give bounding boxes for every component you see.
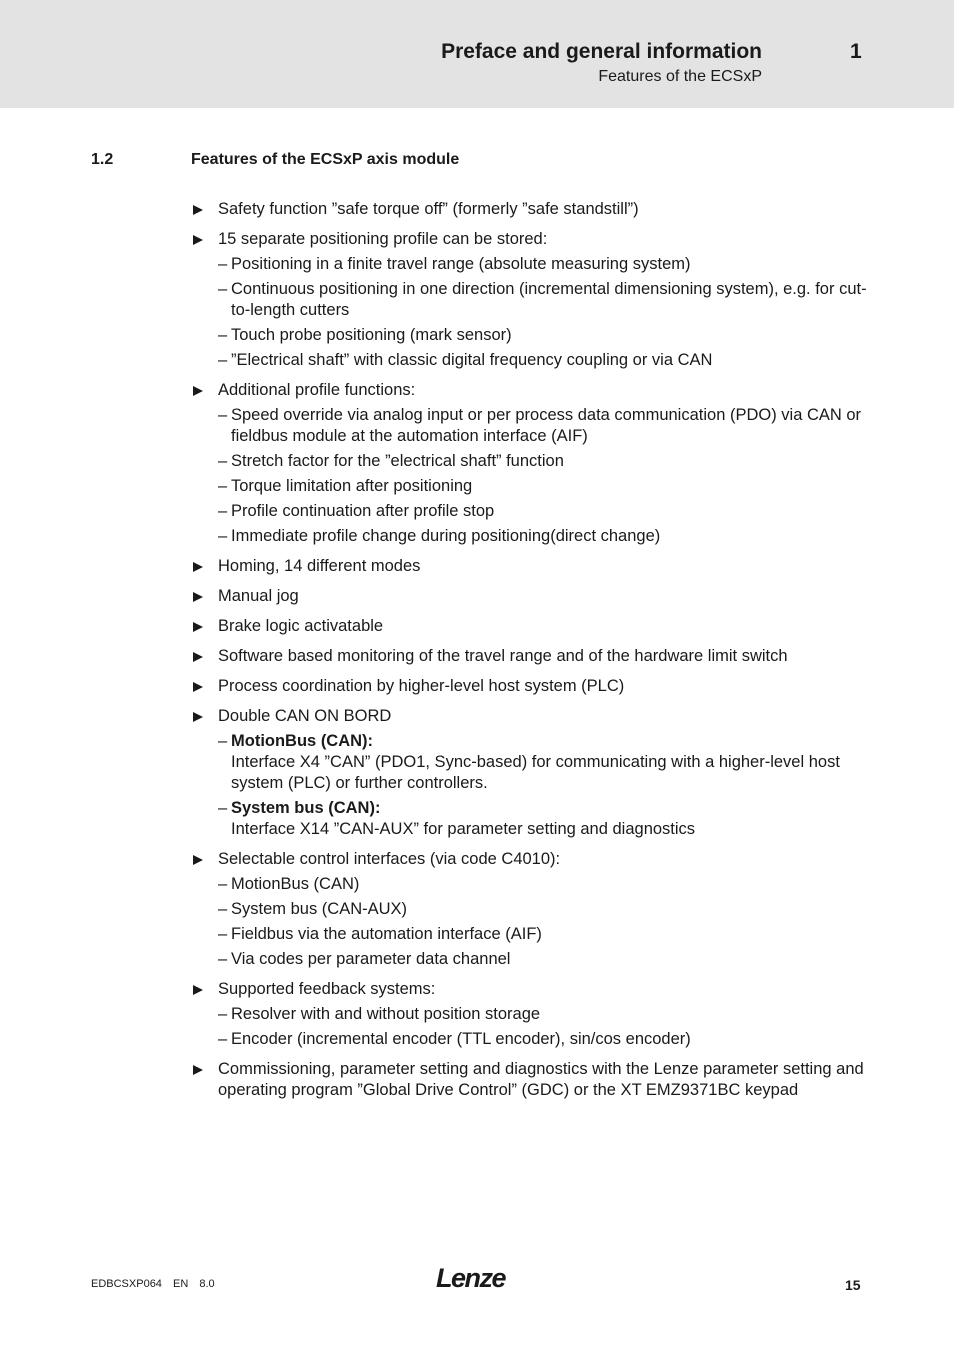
- sub-item-text: Interface X14 ”CAN-AUX” for parameter setting and diagnostics: [231, 820, 696, 838]
- bullet-text: Safety function ”safe torque off” (formerly ”safe standstill”): [218, 200, 639, 218]
- sub-item-text: Fieldbus via the automation interface (AIF): [231, 925, 542, 943]
- sub-item-text: System bus (CAN-AUX): [231, 900, 408, 918]
- sub-item-text: ”Electrical shaft” with classic digital frequency coupling or via CAN: [231, 351, 713, 369]
- dash-marker: –: [218, 1030, 228, 1048]
- sub-item-text: Resolver with and without position storage: [231, 1005, 541, 1023]
- triangle-bullet-icon: [193, 682, 203, 692]
- sub-list: [218, 1004, 871, 1050]
- triangle-bullet-icon: [193, 855, 203, 865]
- feature-bullet: [191, 979, 871, 1050]
- sub-item-text: Profile continuation after profile stop: [231, 502, 495, 520]
- feature-bullet: [191, 586, 871, 607]
- doc-id: EDBCSXP064: [91, 1278, 162, 1290]
- feature-bullet: [191, 616, 871, 637]
- sub-item: [218, 949, 871, 970]
- sub-item: [218, 476, 871, 497]
- sub-list: [218, 405, 871, 547]
- triangle-bullet-icon: [193, 562, 203, 572]
- dash-marker: –: [218, 255, 228, 273]
- sub-item-heading: MotionBus (CAN):: [231, 732, 374, 750]
- chapter-subtitle: Features of the ECSxP: [598, 68, 762, 85]
- sub-item-text: Continuous positioning in one direction (incremental dimensioning system), e.g. for cut-to-length cutters: [231, 280, 867, 319]
- feature-bullet: [191, 706, 871, 840]
- bullet-text: Manual jog: [218, 587, 299, 605]
- sub-item-text: Stretch factor for the ”electrical shaft” function: [231, 452, 564, 470]
- feature-bullet: [191, 676, 871, 697]
- sub-item: [218, 451, 871, 472]
- sub-item: [218, 405, 871, 447]
- bullet-text: 15 separate positioning profile can be stored:: [218, 230, 548, 248]
- chapter-title: Preface and general information: [441, 40, 762, 63]
- sub-item-text: Speed override via analog input or per process data communication (PDO) via CAN or fieldbus module at the automation interface (AIF): [231, 406, 862, 445]
- triangle-bullet-icon: [193, 205, 203, 215]
- sub-item: [218, 501, 871, 522]
- chapter-number: 1: [850, 40, 862, 63]
- bullet-text: Additional profile functions:: [218, 381, 416, 399]
- dash-marker: –: [218, 950, 228, 968]
- sub-item: [218, 924, 871, 945]
- dash-marker: –: [218, 452, 228, 470]
- triangle-bullet-icon: [193, 592, 203, 602]
- dash-marker: –: [218, 900, 228, 918]
- sub-item: [218, 325, 871, 346]
- feature-bullet: [191, 229, 871, 371]
- triangle-bullet-icon: [193, 652, 203, 662]
- feature-bullet: [191, 556, 871, 577]
- bullet-text: Commissioning, parameter setting and diagnostics with the Lenze parameter setting and operating program ”Global Drive Control” (GDC) or the XT EMZ9371BC keypad: [218, 1060, 864, 1099]
- bullet-text: Brake logic activatable: [218, 617, 384, 635]
- feature-bullet: [191, 849, 871, 970]
- bullet-text: Supported feedback systems:: [218, 980, 436, 998]
- dash-marker: –: [218, 502, 228, 520]
- sub-item: [218, 526, 871, 547]
- footer-doc-info: [91, 1278, 223, 1290]
- dash-marker: –: [218, 406, 228, 424]
- dash-marker: –: [218, 351, 228, 369]
- bullet-text: Process coordination by higher-level host system (PLC): [218, 677, 625, 695]
- doc-version: 8.0: [199, 1278, 215, 1290]
- feature-bullet: [191, 199, 871, 220]
- triangle-bullet-icon: [193, 622, 203, 632]
- sub-item-text: Torque limitation after positioning: [231, 477, 473, 495]
- header-band: [0, 0, 954, 108]
- bullet-text: Software based monitoring of the travel range and of the hardware limit switch: [218, 647, 788, 665]
- sub-item: [218, 798, 871, 840]
- feature-list: [191, 199, 871, 1110]
- dash-marker: –: [218, 326, 228, 344]
- sub-item: [218, 350, 871, 371]
- bullet-text: Homing, 14 different modes: [218, 557, 421, 575]
- sub-item-text: MotionBus (CAN): [231, 875, 360, 893]
- lenze-logo: Lenze: [436, 1263, 506, 1293]
- dash-marker: –: [218, 732, 228, 750]
- dash-marker: –: [218, 477, 228, 495]
- dash-marker: –: [218, 925, 228, 943]
- feature-bullet: [191, 380, 871, 547]
- triangle-bullet-icon: [193, 1065, 203, 1075]
- bullet-text: Selectable control interfaces (via code C4010):: [218, 850, 561, 868]
- sub-item-text: Positioning in a finite travel range (absolute measuring system): [231, 255, 691, 273]
- sub-item: [218, 874, 871, 895]
- sub-list: [218, 254, 871, 371]
- triangle-bullet-icon: [193, 985, 203, 995]
- sub-item-heading: System bus (CAN):: [231, 799, 381, 817]
- page-number: 15: [845, 1277, 861, 1293]
- dash-marker: –: [218, 1005, 228, 1023]
- dash-marker: –: [218, 875, 228, 893]
- doc-language: EN: [173, 1278, 189, 1290]
- feature-bullet: [191, 1059, 871, 1101]
- sub-item-text: Encoder (incremental encoder (TTL encoder), sin/cos encoder): [231, 1030, 691, 1048]
- sub-item-text: Interface X4 ”CAN” (PDO1, Sync-based) for communicating with a higher-level host system (PLC) or further controllers.: [231, 753, 840, 792]
- triangle-bullet-icon: [193, 235, 203, 245]
- triangle-bullet-icon: [193, 712, 203, 722]
- sub-item-text: Immediate profile change during positioning(direct change): [231, 527, 661, 545]
- sub-item: [218, 254, 871, 275]
- dash-marker: –: [218, 799, 228, 817]
- feature-bullet: [191, 646, 871, 667]
- sub-item-text: Touch probe positioning (mark sensor): [231, 326, 512, 344]
- sub-item: [218, 1029, 871, 1050]
- sub-list: [218, 874, 871, 970]
- bullet-text: Double CAN ON BORD: [218, 707, 392, 725]
- sub-item: [218, 731, 871, 794]
- sub-item-text: Via codes per parameter data channel: [231, 950, 511, 968]
- sub-list: [218, 731, 871, 840]
- section-title: Features of the ECSxP axis module: [191, 151, 460, 168]
- section-number: 1.2: [91, 151, 114, 168]
- dash-marker: –: [218, 527, 228, 545]
- sub-item: [218, 1004, 871, 1025]
- sub-item: [218, 899, 871, 920]
- sub-item: [218, 279, 871, 321]
- triangle-bullet-icon: [193, 386, 203, 396]
- dash-marker: –: [218, 280, 228, 298]
